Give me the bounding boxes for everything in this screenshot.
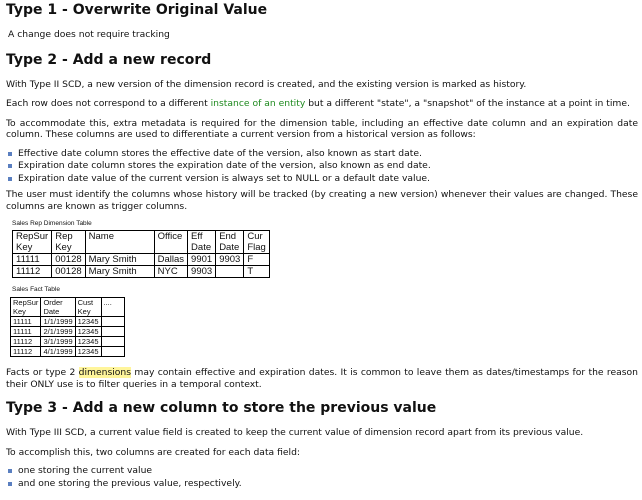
table-cell xyxy=(101,317,124,327)
table-cell: 00128 xyxy=(52,266,85,278)
table-cell: 11111 xyxy=(11,327,41,337)
col-header: Eff Date xyxy=(188,231,216,254)
table-cell: 9901 xyxy=(188,254,216,266)
table-row xyxy=(11,337,125,347)
type2-paragraph-1: With Type II SCD, a new version of the dimension record is created, and the existing version is marked as history. xyxy=(6,78,527,90)
table-cell: 00128 xyxy=(52,254,85,266)
table-header-row xyxy=(11,298,125,317)
dimensions-highlight: dimensions xyxy=(78,367,132,378)
table-cell: 4/1/1999 xyxy=(41,347,75,357)
type2-p5-before: Facts or type 2 xyxy=(6,367,79,378)
table-cell xyxy=(216,266,244,278)
table-cell xyxy=(101,337,124,347)
sales-fact-table xyxy=(10,297,125,357)
type3-heading: Type 3 - Add a new column to store the previous value xyxy=(6,400,437,416)
col-header: Cur Flag xyxy=(244,231,269,254)
table-cell: 11112 xyxy=(11,347,41,357)
list-item: Effective date column stores the effective date of the version, also known as start date. xyxy=(6,148,638,161)
table-cell: 9903 xyxy=(216,254,244,266)
table-cell: 12345 xyxy=(75,317,101,327)
table-cell: Mary Smith xyxy=(85,266,154,278)
type3-paragraph-1: With Type III SCD, a current value field is created to keep the current value of dimension record apart from its previous value. xyxy=(6,427,584,438)
col-header: Order Date xyxy=(41,298,75,317)
table-cell xyxy=(101,327,124,337)
table-cell: 11112 xyxy=(11,337,41,347)
document-page xyxy=(6,2,638,490)
type2-paragraph-2 xyxy=(6,98,638,110)
col-header: Rep Key xyxy=(52,231,85,254)
table-cell: Mary Smith xyxy=(85,254,154,266)
type2-heading: Type 2 - Add a new record xyxy=(6,51,212,68)
table-cell: 11112 xyxy=(13,266,52,278)
fact-table-caption: Sales Fact Table xyxy=(12,286,60,293)
table-cell: 9903 xyxy=(188,266,216,278)
col-header: End Date xyxy=(216,231,244,254)
table-row xyxy=(11,317,125,327)
col-header: Name xyxy=(85,231,154,254)
table-cell: 11111 xyxy=(13,254,52,266)
type2-p2-before: Each row does not correspond to a different xyxy=(6,98,211,109)
type2-p2-after: but a different "state", a "snapshot" of the instance at a point in time. xyxy=(305,98,630,109)
col-header: RepSur Key xyxy=(11,298,41,317)
table-header-row xyxy=(13,231,270,254)
type3-bullet-list xyxy=(6,465,638,490)
list-item: and one storing the previous value, respectively. xyxy=(6,478,638,491)
table-cell: NYC xyxy=(154,266,187,278)
table-cell xyxy=(101,347,124,357)
table-cell: Dallas xyxy=(154,254,187,266)
table-cell: F xyxy=(244,254,269,266)
list-item: Expiration date column stores the expiration date of the version, also known as end date. xyxy=(6,160,638,173)
col-header: .... xyxy=(101,298,124,317)
type1-text: A change does not require tracking xyxy=(8,29,170,40)
table-cell: 2/1/1999 xyxy=(41,327,75,337)
type2-paragraph-4: The user must identify the columns whose history will be tracked (by creating a new version) whenever their values are changed. These columns are known as trigger columns. xyxy=(6,189,638,212)
table-cell: T xyxy=(244,266,269,278)
col-header: Cust Key xyxy=(75,298,101,317)
col-header: Office xyxy=(154,231,187,254)
col-header: RepSur Key xyxy=(13,231,52,254)
sales-rep-dimension-table xyxy=(12,230,270,278)
table-cell: 12345 xyxy=(75,327,101,337)
type2-paragraph-5 xyxy=(6,367,638,390)
instance-of-entity-link[interactable]: instance of an entity xyxy=(210,98,306,109)
list-item: Expiration date value of the current version is always set to NULL or a default date value. xyxy=(6,173,638,186)
table-row xyxy=(11,347,125,357)
table-cell: 12345 xyxy=(75,347,101,357)
table-row xyxy=(11,327,125,337)
table-row xyxy=(13,266,270,278)
table-cell: 3/1/1999 xyxy=(41,337,75,347)
table-cell: 11111 xyxy=(11,317,41,327)
type1-heading: Type 1 - Overwrite Original Value xyxy=(6,2,268,18)
type2-p5-after: may contain effective and expiration dates. It is common to leave them as dates/timestamps for the reason their ONLY use is to filter queries in a temporal context. xyxy=(6,367,638,390)
table-cell: 1/1/1999 xyxy=(41,317,75,327)
type2-bullet-list xyxy=(6,148,638,186)
type3-paragraph-2: To accomplish this, two columns are created for each data field: xyxy=(6,446,301,458)
table-row xyxy=(13,254,270,266)
type2-paragraph-3: To accommodate this, extra metadata is required for the dimension table, including an effective date column and an expiration date column. These columns are used to differentiate a current version from a historical version as follows: xyxy=(6,117,638,140)
dim-table-caption: Sales Rep Dimension Table xyxy=(12,220,92,227)
table-cell: 12345 xyxy=(75,337,101,347)
list-item: one storing the current value xyxy=(6,465,638,478)
